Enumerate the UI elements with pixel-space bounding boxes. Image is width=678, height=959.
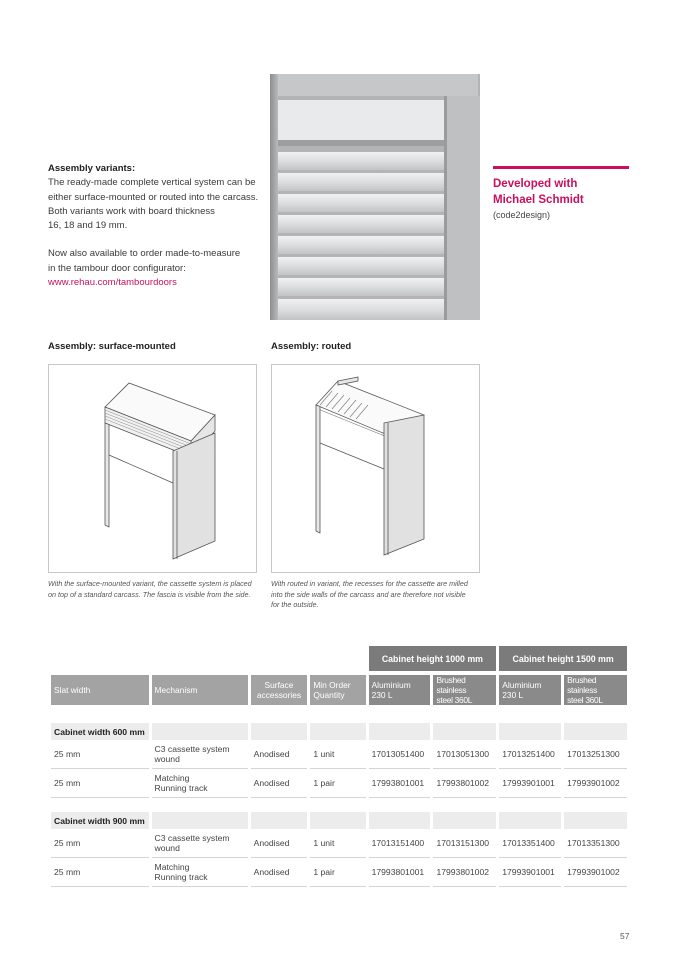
caption-line: for the outside. [271,600,319,609]
cell-moq: 1 unit [310,829,365,858]
cell-slat: 25 mm [51,740,149,769]
table-column-header-row [51,675,627,705]
cabinet-height-1000-header: Cabinet height 1000 mm [369,646,497,671]
cell-article-number: 17013051400 [369,740,431,769]
cell-article-number: 17013351400 [499,829,561,858]
intro-line: Now also available to order made-to-measure [48,248,241,260]
cell-article-number: 17993801002 [433,769,496,798]
caption-line: With the surface-mounted variant, the cassette system is placed [48,579,252,588]
table-group-row [51,723,627,740]
surface-mounted-caption [48,579,263,600]
cell-surface: Anodised [251,858,308,887]
cell-moq: 1 pair [310,769,365,798]
cabinet-height-1500-header: Cabinet height 1500 mm [499,646,627,671]
surface-mounted-illustration [48,364,257,573]
cell-surface: Anodised [251,740,308,769]
cell-article-number: 17993901002 [564,769,627,798]
credit-title-line1: Developed with [493,178,578,190]
routed-caption [271,579,486,611]
table-row [51,829,627,858]
col-header-stainless-1500: Brushed stainless steel 360L [564,675,627,705]
credit-title-line2: Michael Schmidt [493,193,584,206]
caption-line: on top of a standard carcass. The fascia is visible from the side. [48,589,251,599]
intro-line: in the tambour door configurator: [48,262,186,274]
cell-article-number: 17013351300 [564,829,627,858]
credit-subtitle: (code2design) [493,210,551,220]
cell-moq: 1 pair [310,858,365,887]
cell-slat: 25 mm [51,858,149,887]
cell-article-number: 17993801001 [369,769,431,798]
page-number: 57 [620,931,630,941]
cell-article-number: 17013251400 [499,740,561,769]
cell-article-number: 17013051300 [433,740,496,769]
intro-line: The ready-made complete vertical system can be [48,177,256,189]
cell-article-number: 17993901002 [564,858,627,887]
col-header-moq: Min Order Quantity [310,675,365,705]
col-header-surface: Surface accessories [251,675,308,705]
article-number-table [48,646,630,887]
col-header-mechanism: Mechanism [152,675,248,705]
cell-surface: Anodised [251,829,308,858]
col-header-aluminium-1000: Aluminium 230 L [369,675,431,705]
cell-article-number: 17013151300 [433,829,496,858]
col-header-slat-width: Slat width [51,675,149,705]
cell-mechanism: C3 cassette system wound [152,740,248,769]
table-row [51,769,627,798]
cell-article-number: 17013151400 [369,829,431,858]
intro-text-block [48,162,268,290]
cell-article-number: 17993901001 [499,769,561,798]
group-label-600: Cabinet width 600 mm [51,723,149,740]
tambour-door-photo [270,74,480,320]
cell-surface: Anodised [251,769,308,798]
intro-line: either surface-mounted or routed into the carcass. [48,191,259,203]
intro-line: 16, 18 and 19 mm. [48,220,128,232]
cell-slat: 25 mm [51,829,149,858]
assembly-variants-heading: Assembly variants: [48,163,136,174]
routed-illustration [271,364,480,573]
cell-article-number: 17993801001 [369,858,431,887]
cell-article-number: 17993801002 [433,858,496,887]
cell-moq: 1 unit [310,740,365,769]
cell-mechanism: C3 cassette system wound [152,829,248,858]
accent-rule [493,166,629,169]
configurator-link[interactable]: www.rehau.com/tambourdoors [48,277,177,289]
intro-line: Both variants work with board thickness [48,205,215,217]
caption-line: into the side walls of the carcass and are therefore not visible [271,589,466,599]
caption-line: With routed in variant, the recesses for the cassette are milled [271,579,468,588]
col-header-stainless-1000: Brushed stainless steel 360L [433,675,496,705]
routed-title: Assembly: routed [271,341,352,352]
surface-mounted-title: Assembly: surface-mounted [48,341,176,352]
cell-mechanism: Matching Running track [152,858,248,887]
group-label-900: Cabinet width 900 mm [51,812,149,829]
table-group-header-row [51,646,627,671]
cell-article-number: 17993901001 [499,858,561,887]
cell-mechanism: Matching Running track [152,769,248,798]
col-header-aluminium-1500: Aluminium 230 L [499,675,561,705]
table-row [51,740,627,769]
cell-slat: 25 mm [51,769,149,798]
designer-credit [493,166,629,220]
table-row [51,858,627,887]
table-group-row [51,812,627,829]
cell-article-number: 17013251300 [564,740,627,769]
